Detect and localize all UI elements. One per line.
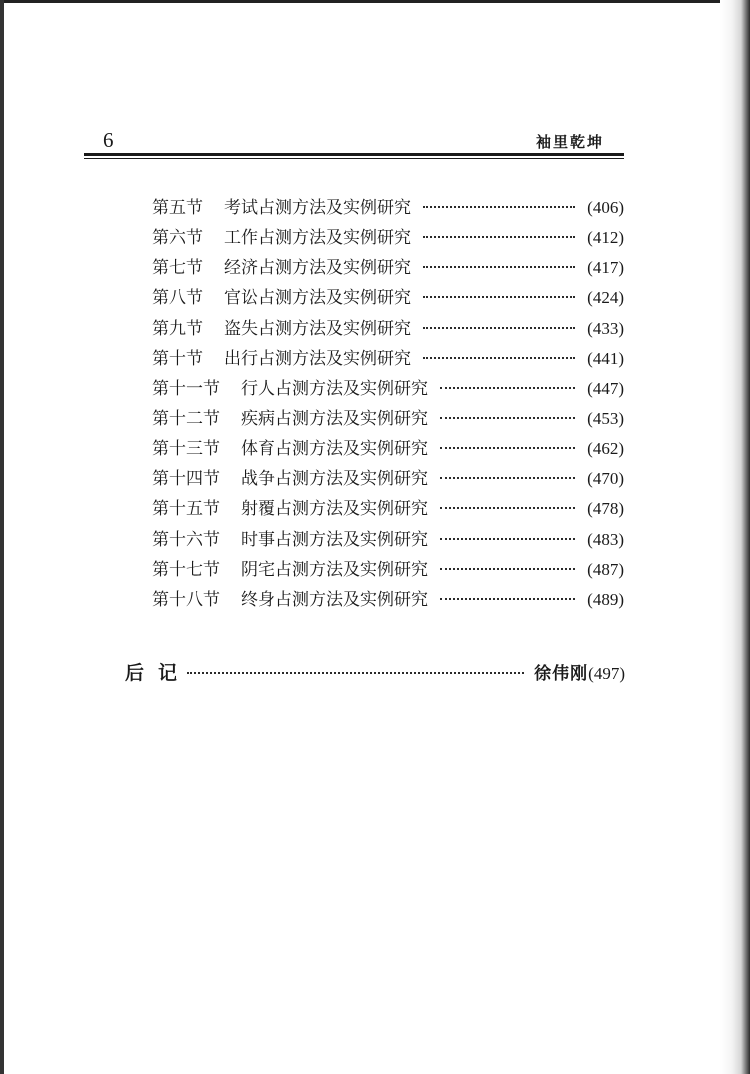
page-reference: (489) bbox=[587, 589, 624, 609]
toc-entry-15[interactable] bbox=[152, 494, 624, 524]
section-title: 行人占测方法及实例研究 bbox=[241, 378, 428, 399]
page-reference: (483) bbox=[587, 529, 624, 549]
leader-dots bbox=[440, 568, 575, 570]
section-number: 第七节 bbox=[152, 258, 203, 279]
section-title: 工作占测方法及实例研究 bbox=[224, 228, 411, 249]
section-title: 战争占测方法及实例研究 bbox=[241, 469, 428, 490]
scan-edge-top bbox=[0, 0, 750, 3]
leader-dots bbox=[440, 477, 575, 479]
toc-entry-7[interactable] bbox=[152, 253, 624, 283]
toc-entry-18[interactable] bbox=[152, 585, 624, 615]
page-reference: (433) bbox=[587, 318, 624, 338]
page-reference: (487) bbox=[587, 559, 624, 579]
leader-dots bbox=[423, 266, 575, 268]
page-reference: (412) bbox=[587, 228, 624, 248]
toc-entry-6[interactable] bbox=[152, 223, 624, 253]
section-title: 时事占测方法及实例研究 bbox=[241, 529, 428, 550]
scan-edge-right bbox=[720, 0, 750, 1074]
leader-dots bbox=[440, 507, 575, 509]
section-title: 经济占测方法及实例研究 bbox=[224, 258, 411, 279]
page-reference: (406) bbox=[587, 198, 624, 217]
leader-dots bbox=[423, 357, 575, 359]
leader-dots bbox=[423, 296, 575, 298]
section-number: 第十八节 bbox=[152, 589, 220, 610]
section-number: 第十节 bbox=[152, 348, 203, 369]
page-reference: (478) bbox=[587, 499, 624, 519]
leader-dots bbox=[440, 417, 575, 419]
scan-edge-left bbox=[0, 0, 4, 1074]
section-number: 第六节 bbox=[152, 228, 203, 249]
toc-entry-14[interactable] bbox=[152, 464, 624, 494]
leader-dots bbox=[440, 598, 575, 600]
section-title: 阴宅占测方法及实例研究 bbox=[241, 559, 428, 580]
section-title: 出行占测方法及实例研究 bbox=[224, 348, 411, 369]
afterword-author: 徐伟刚 bbox=[534, 664, 589, 684]
page-number: 6 bbox=[103, 128, 114, 152]
section-title: 考试占测方法及实例研究 bbox=[224, 198, 411, 218]
toc-entry-9[interactable] bbox=[152, 314, 624, 344]
toc-entry-12[interactable] bbox=[152, 404, 624, 434]
leader-dots bbox=[187, 672, 524, 674]
section-number: 第五节 bbox=[152, 198, 203, 218]
section-number: 第十四节 bbox=[152, 469, 220, 490]
section-number: 第八节 bbox=[152, 288, 203, 309]
leader-dots bbox=[440, 538, 575, 540]
page-reference: (453) bbox=[587, 408, 624, 428]
page-reference: (424) bbox=[587, 288, 624, 308]
section-title: 射覆占测方法及实例研究 bbox=[241, 499, 428, 520]
section-number: 第十二节 bbox=[152, 408, 220, 429]
page-reference: (462) bbox=[587, 439, 624, 459]
section-number: 第十六节 bbox=[152, 529, 220, 550]
page-reference: (447) bbox=[587, 378, 624, 398]
leader-dots bbox=[440, 387, 575, 389]
toc-entry-17[interactable] bbox=[152, 555, 624, 585]
leader-dots bbox=[423, 236, 575, 238]
section-title: 官讼占测方法及实例研究 bbox=[224, 288, 411, 309]
toc-entry-10[interactable] bbox=[152, 344, 624, 374]
page-reference: (441) bbox=[587, 348, 624, 368]
leader-dots bbox=[423, 327, 575, 329]
leader-dots bbox=[440, 447, 575, 449]
toc-entry-8[interactable] bbox=[152, 283, 624, 313]
page-reference: (470) bbox=[587, 469, 624, 489]
table-of-contents bbox=[152, 193, 624, 615]
section-number: 第九节 bbox=[152, 318, 203, 339]
section-title: 盗失占测方法及实例研究 bbox=[224, 318, 411, 339]
toc-entry-13[interactable] bbox=[152, 434, 624, 464]
afterword-label: 后记 bbox=[125, 662, 192, 684]
leader-dots bbox=[423, 206, 575, 208]
section-title: 体育占测方法及实例研究 bbox=[241, 439, 428, 460]
page-reference: (497) bbox=[588, 664, 625, 683]
toc-entry-11[interactable] bbox=[152, 374, 624, 404]
toc-entry-16[interactable] bbox=[152, 525, 624, 555]
header-rule-thin bbox=[84, 158, 624, 159]
toc-entry-afterword[interactable] bbox=[125, 658, 625, 685]
section-number: 第十一节 bbox=[152, 378, 220, 399]
header-rule-thick bbox=[84, 153, 624, 156]
section-number: 第十三节 bbox=[152, 439, 220, 460]
section-number: 第十五节 bbox=[152, 499, 220, 520]
running-title: 袖里乾坤 bbox=[536, 133, 605, 151]
section-title: 终身占测方法及实例研究 bbox=[241, 589, 428, 610]
section-title: 疾病占测方法及实例研究 bbox=[241, 408, 428, 429]
section-number: 第十七节 bbox=[152, 559, 220, 580]
toc-entry-5[interactable] bbox=[152, 193, 624, 223]
page-reference: (417) bbox=[587, 258, 624, 278]
